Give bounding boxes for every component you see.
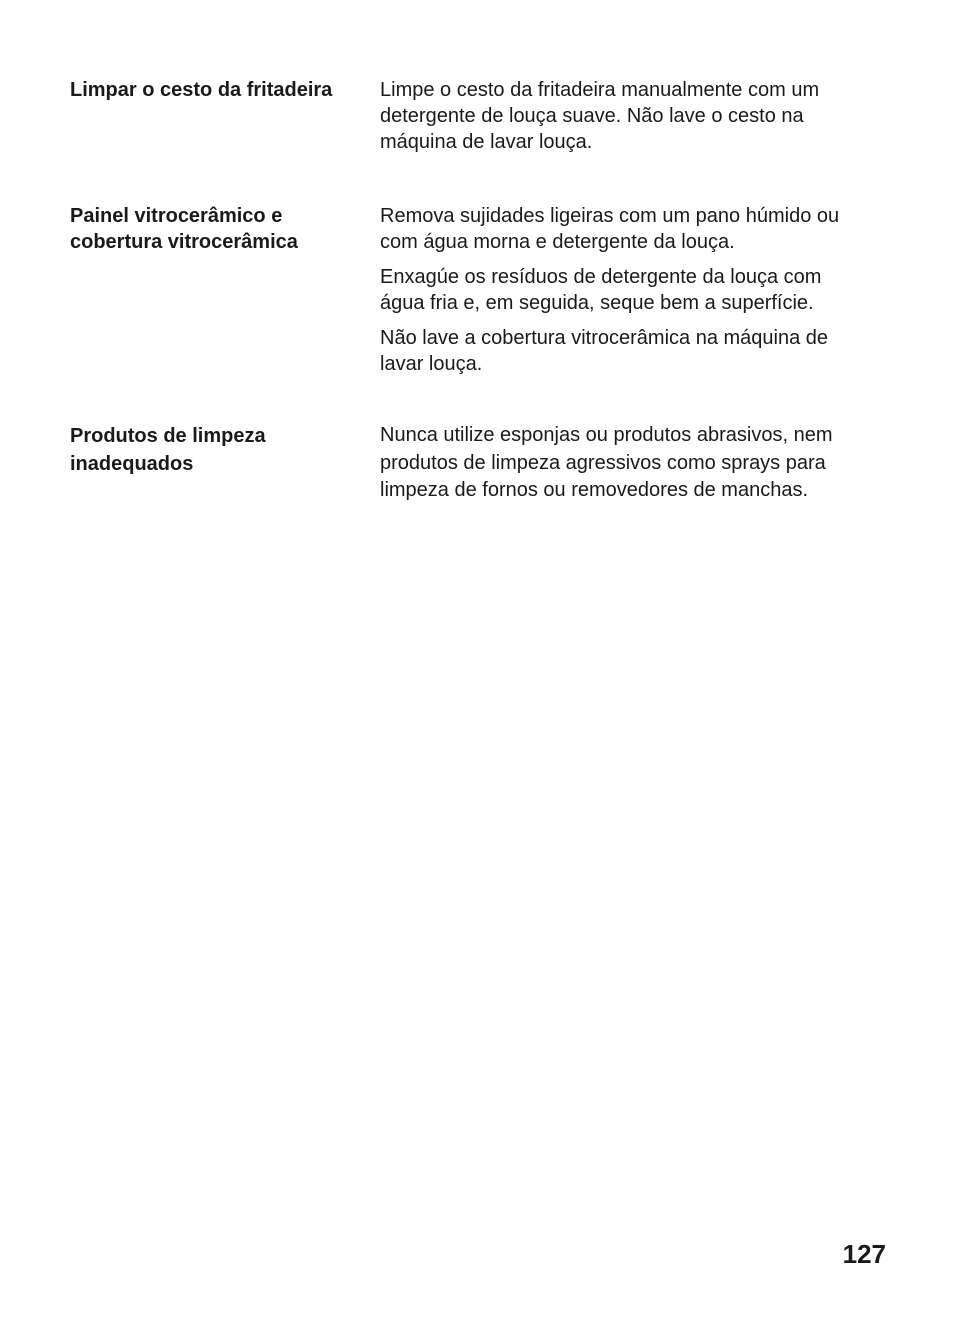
description-paragraph: Remova sujidades ligeiras com um pano húmido ou com água morna e detergente da louça. (380, 205, 840, 253)
section-description (380, 203, 890, 386)
description-paragraph: Enxagúe os resíduos de detergente da louça com água fria e, em seguida, seque bem a superfície. (380, 266, 822, 314)
section-term: Limpar o cesto da fritadeira (70, 79, 333, 101)
description-paragraph: Limpe o cesto da fritadeira manualmente com um detergente de louça suave. Não lave o cesto na máquina de lavar louça. (380, 79, 820, 153)
section-term: Produtos de limpeza inadequados (70, 425, 266, 475)
section-term: Painel vitrocerâmico e cobertura vitrocerâmica (70, 205, 298, 253)
section-description (380, 77, 890, 164)
page-number: 127 (842, 1239, 886, 1269)
description-paragraph: Nunca utilize esponjas ou produtos abrasivos, nem produtos de limpeza agressivos como sprays para limpeza de fornos ou removedores de manchas. (380, 424, 833, 501)
description-paragraph: Não lave a cobertura vitrocerâmica na máquina de lavar louça. (380, 327, 829, 375)
section-description (380, 422, 890, 514)
